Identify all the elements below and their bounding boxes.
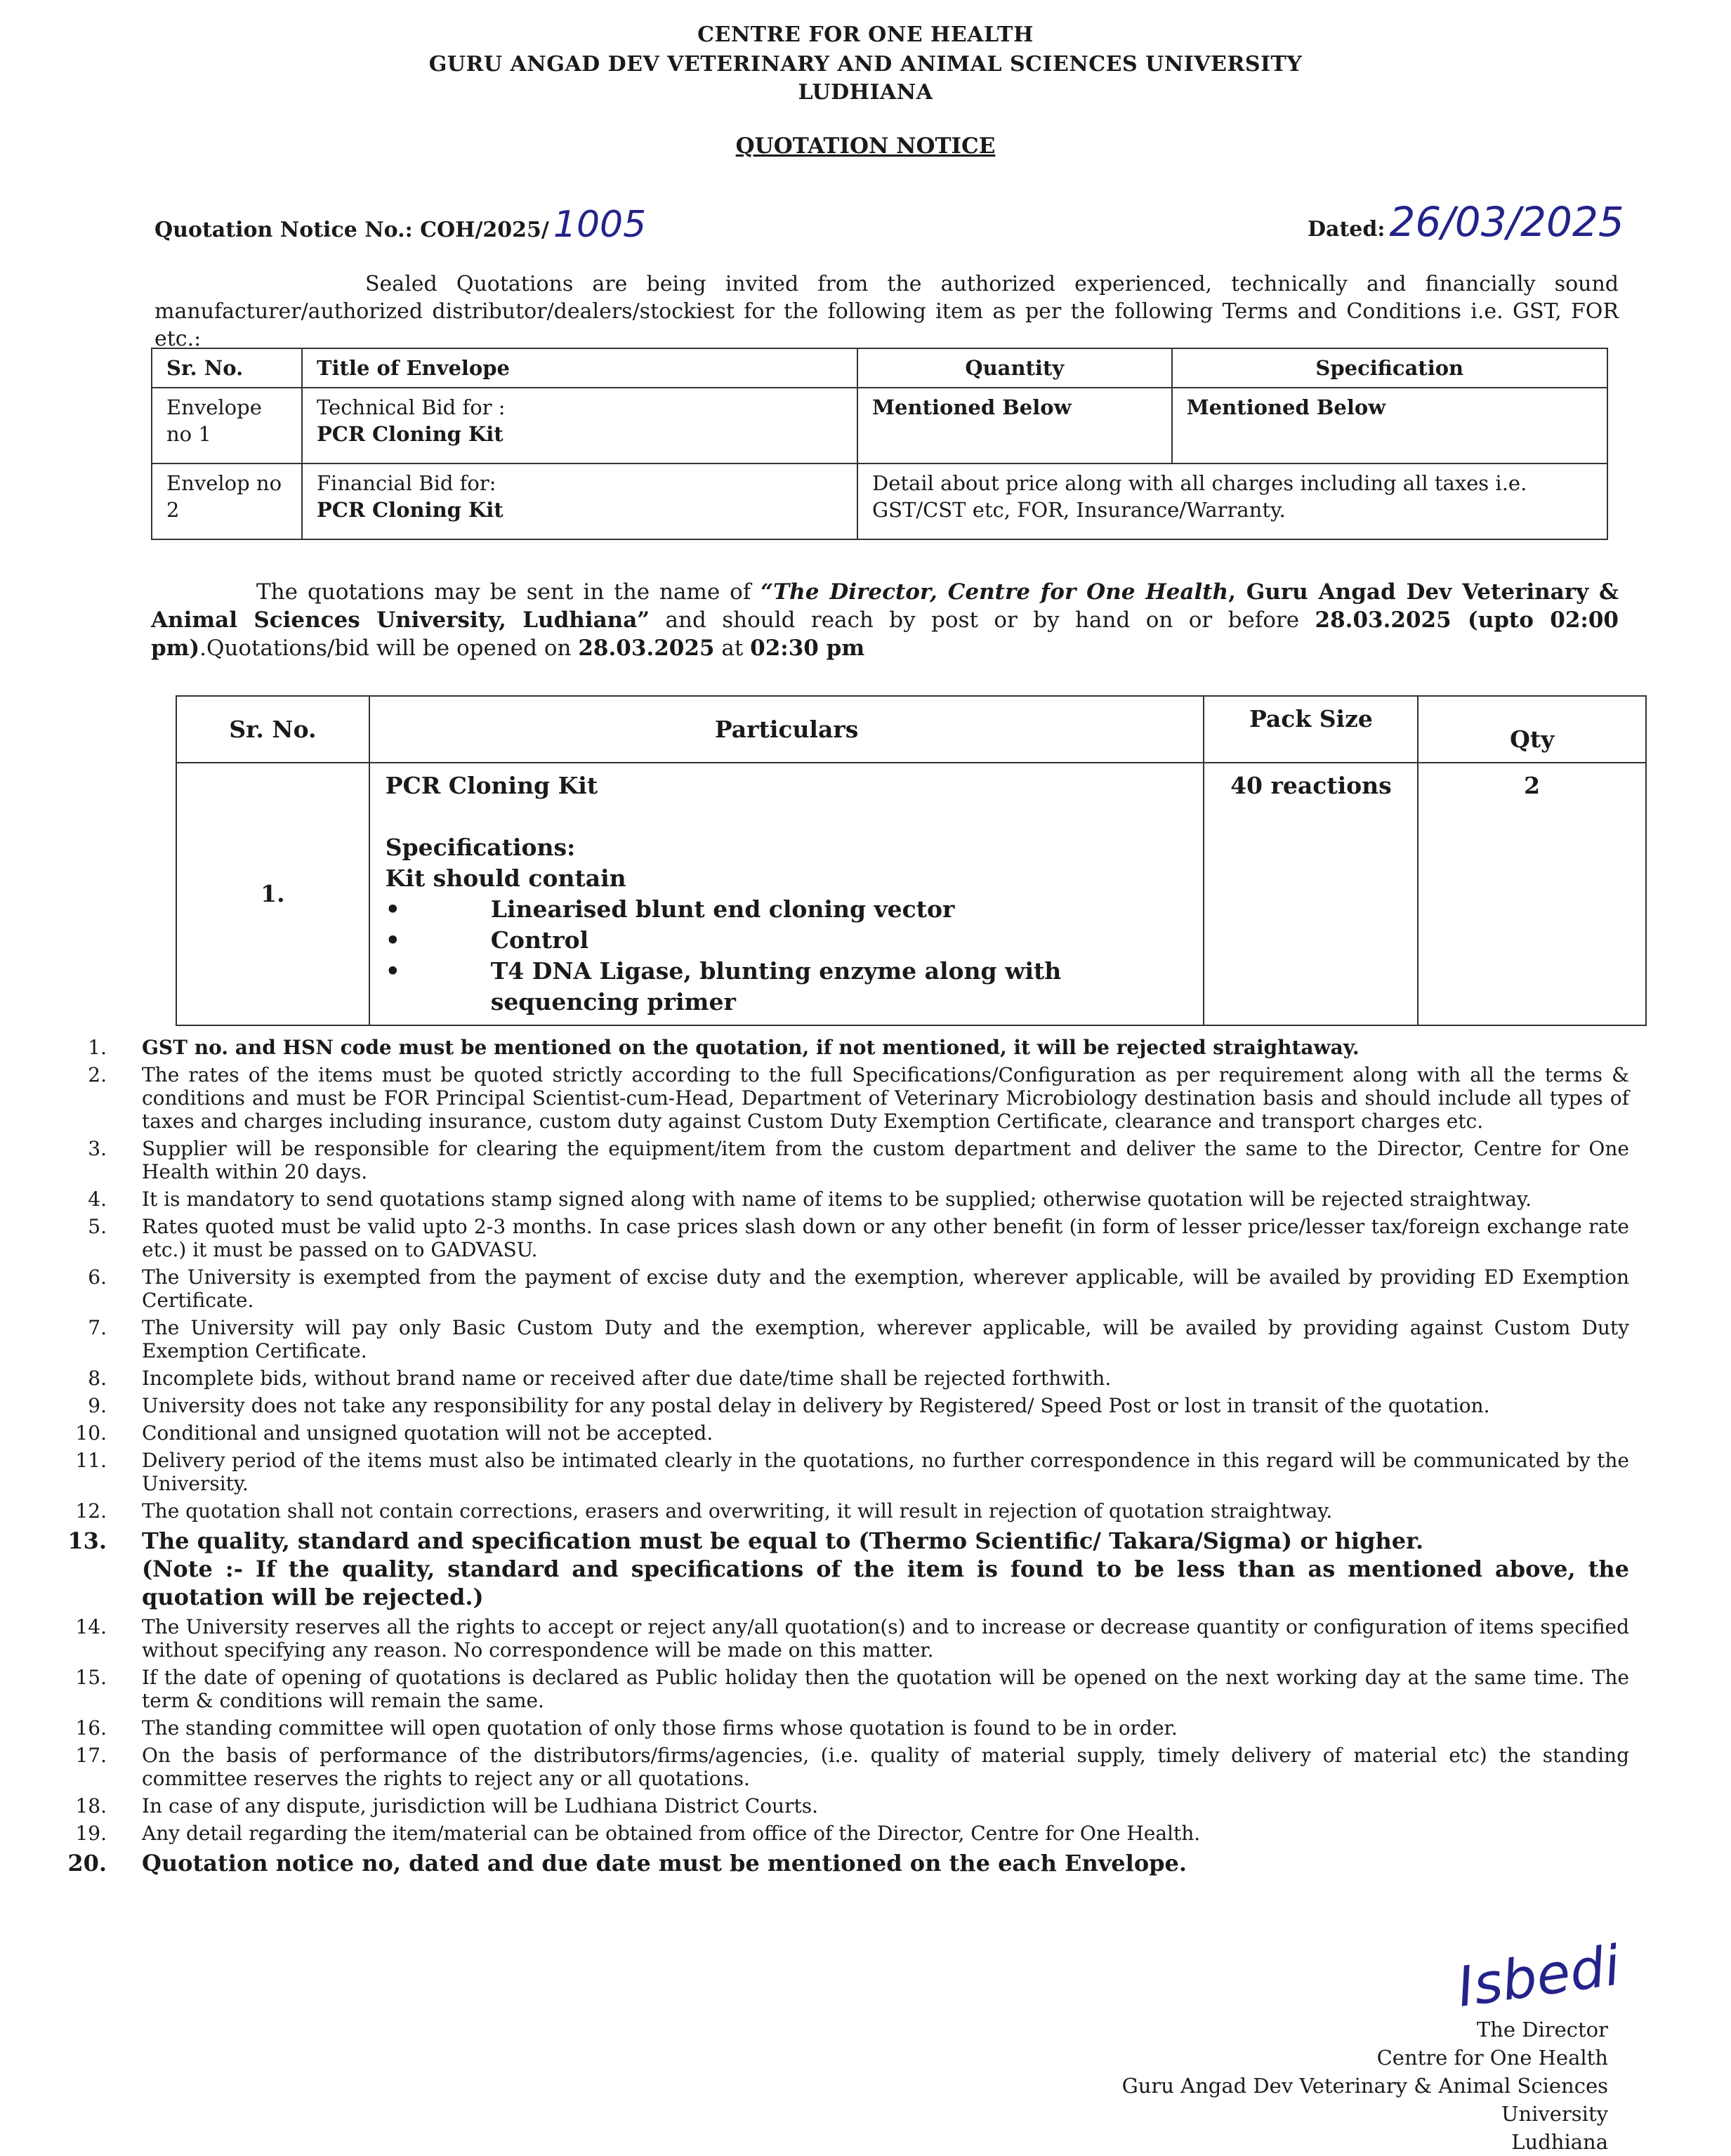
header-title: Title of Envelope	[302, 348, 857, 388]
envelope-2-title	[302, 464, 857, 539]
term-item: 14. The University reserves all the rights to accept or reject any/all quotation(s) and to increase or decrease quantity or configuration of items specified without specifying any reason. No correspondence will be made on this matter.	[75, 1615, 1629, 1662]
item-bullet-1: • Linearised blunt end cloning vector	[386, 894, 1188, 925]
envelope-1-title-line1: Technical Bid for :	[316, 395, 506, 419]
envelope-2-detail: Detail about price along with all charges including all taxes i.e. GST/CST etc, FOR, Insurance/Warranty.	[857, 464, 1607, 539]
notice-number	[154, 204, 646, 246]
bullet-icon: •	[385, 957, 400, 985]
envelope-1-quantity: Mentioned Below	[857, 388, 1172, 464]
notice-date	[1308, 198, 1624, 246]
term-item: 2. The rates of the items must be quoted strictly according to the full Specifications/Configuration as per requirement along with all the terms & conditions and must be FOR Principal Scientist-cum-Head, Department of Veterinary Microbiology destination basis and should include all types of taxes and charges including insurance, custom duty against Custom Duty Exemption Certificate, clearance and transport charges etc.	[88, 1063, 1629, 1133]
envelope-1-title-line2: PCR Cloning Kit	[316, 422, 503, 446]
bullet-icon: •	[385, 895, 400, 923]
header-sr-no: Sr. No.	[152, 348, 302, 388]
submission-university: , Guru Angad Dev Veterinary & Animal Sciences University, Ludhiana”	[151, 579, 1619, 633]
term-item: 3. Supplier will be responsible for clearing the equipment/item from the custom department and deliver the same to the Director, Centre for One Health within 20 days.	[88, 1137, 1629, 1183]
university-name: GURU ANGAD DEV VETERINARY AND ANIMAL SCIENCES UNIVERSITY	[428, 52, 1303, 77]
terms-list	[42, 1036, 1629, 1881]
signature-block	[1011, 2016, 1608, 2156]
bullet-icon: •	[385, 926, 400, 954]
header-specification: Specification	[1172, 348, 1607, 388]
envelope-row-1	[152, 388, 1607, 464]
item-sr: 1.	[176, 763, 369, 1025]
term-quality: The quality, standard and specification must be equal to (Thermo Scientific/ Takara/Sigma) or higher.	[142, 1527, 1424, 1554]
term-item: 17. On the basis of performance of the distributors/firms/agencies, (i.e. quality of material supply, timely delivery of material etc) the standing committee reserves the rights to reject any or all quotations.	[75, 1744, 1629, 1790]
signature-university: Guru Angad Dev Veterinary & Animal Sciences University	[1121, 2074, 1608, 2126]
item-table	[176, 695, 1647, 1026]
term-item: 4. It is mandatory to send quotations stamp signed along with name of items to be supplied; otherwise quotation will be rejected straightway.	[88, 1188, 1532, 1211]
notice-date-label: Dated:	[1308, 217, 1386, 242]
envelope-table-header	[152, 348, 1607, 388]
envelope-table	[151, 348, 1608, 540]
item-name: PCR Cloning Kit	[385, 772, 598, 799]
intro-paragraph: Sealed Quotations are being invited from the authorized experienced, technically and financially sound manufacturer/authorized distributor/dealers/stockiest for the following item as per the following Terms and Conditions i.e. GST, FOR etc.:	[154, 272, 1619, 351]
notice-title: QUOTATION NOTICE	[735, 133, 996, 159]
item-table-header	[176, 696, 1646, 763]
item-pack-size: 40 reactions	[1204, 763, 1418, 1025]
city-name: LUDHIANA	[798, 80, 933, 105]
term-item: 7. The University will pay only Basic Custom Duty and the exemption, wherever applicable, will be availed by providing against Custom Duty Exemption Certificate.	[88, 1316, 1629, 1362]
submission-addressee: “The Director, Centre for One Health	[761, 579, 1229, 605]
org-name: CENTRE FOR ONE HEALTH	[697, 22, 1034, 47]
envelope-1-sr: Envelope no 1	[152, 388, 302, 464]
term-item: 15. If the date of opening of quotations is declared as Public holiday then the quotation will be opened on the next working day at the same time. The term & conditions will remain the same.	[75, 1666, 1629, 1712]
item-particulars	[369, 763, 1204, 1025]
term-item: 13. The quality, standard and specification must be equal to (Thermo Scientific/ Takara/Sigma) or higher. (Note :- If the quality, standard and specifications of the item is found to be less than as mentioned above, the quotation will be rejected.)	[67, 1527, 1629, 1610]
envelope-row-2	[152, 464, 1607, 539]
item-spec-heading: Specifications:	[385, 834, 576, 861]
envelope-2-title-line2: PCR Cloning Kit	[316, 498, 503, 522]
item-bullet-2: • Control	[386, 925, 1188, 956]
item-spec-intro: Kit should contain	[385, 865, 626, 892]
signature-title: The Director	[1476, 2018, 1608, 2042]
submission-text-2: and should reach by post or by hand on or before	[650, 607, 1315, 633]
submission-open-date: 28.03.2025	[578, 636, 715, 661]
item-qty: 2	[1418, 763, 1646, 1025]
term-item: 20. Quotation notice no, dated and due date must be mentioned on the each Envelope.	[67, 1850, 1187, 1876]
term-quality-note: (Note :- If the quality, standard and specifications of the item is found to be less than as mentioned above, the quotation will be rejected.)	[142, 1556, 1629, 1610]
term-item: 10. Conditional and unsigned quotation will not be accepted.	[75, 1421, 713, 1445]
term-item: 5. Rates quoted must be valid upto 2-3 months. In case prices slash down or any other benefit (in form of lesser price/lesser tax/foreign exchange rate etc.) it must be passed on to GADVASU.	[88, 1215, 1629, 1261]
notice-date-handwritten: 26/03/2025	[1389, 198, 1624, 246]
envelope-2-title-line1: Financial Bid for:	[316, 471, 496, 495]
submission-text-1: The quotations may be sent in the name of	[256, 579, 761, 605]
signature-city: Ludhiana	[1511, 2130, 1608, 2154]
header-quantity: Quantity	[857, 348, 1172, 388]
signature-centre: Centre for One Health	[1376, 2046, 1608, 2070]
notice-number-label: Quotation Notice No.: COH/2025/	[154, 218, 549, 242]
submission-paragraph	[151, 578, 1619, 662]
term-item: 9. University does not take any responsibility for any postal delay in delivery by Registered/ Speed Post or lost in transit of the quotation.	[88, 1394, 1490, 1417]
term-item: 16. The standing committee will open quotation of only those firms whose quotation is found to be in order.	[75, 1716, 1178, 1740]
term-item: 12. The quotation shall not contain corrections, erasers and overwriting, it will result in rejection of quotation straightway.	[75, 1499, 1333, 1523]
item-row	[176, 763, 1646, 1025]
term-item: 1. GST no. and HSN code must be mentioned on the quotation, if not mentioned, it will be rejected straightaway.	[88, 1036, 1360, 1059]
term-item: 6. The University is exempted from the payment of excise duty and the exemption, wherever applicable, will be availed by providing ED Exemption Certificate.	[88, 1266, 1629, 1312]
item-header-pack-size: Pack Size	[1204, 696, 1418, 763]
envelope-2-sr: Envelop no 2	[152, 464, 302, 539]
envelope-1-title	[302, 388, 857, 464]
item-header-particulars: Particulars	[369, 696, 1204, 763]
director-signature: Isbedi	[1453, 1934, 1624, 2020]
item-bullet-3: • T4 DNA Ligase, blunting enzyme along with sequencing primer	[386, 956, 1188, 1018]
term-item: 8. Incomplete bids, without brand name or received after due date/time shall be rejected forthwith.	[88, 1367, 1112, 1390]
item-header-sr: Sr. No.	[176, 696, 369, 763]
term-item: 19. Any detail regarding the item/material can be obtained from office of the Director, Centre for One Health.	[75, 1822, 1201, 1845]
submission-text-3: .Quotations/bid will be opened on	[199, 636, 579, 661]
submission-due-date: 28.03.2025 (upto 02:00 pm)	[151, 607, 1619, 661]
notice-number-handwritten: 1005	[553, 204, 647, 246]
term-item: 18. In case of any dispute, jurisdiction will be Ludhiana District Courts.	[75, 1794, 818, 1818]
item-header-qty: Qty	[1418, 696, 1646, 763]
term-item: 11. Delivery period of the items must also be intimated clearly in the quotations, no further correspondence in this regard will be communicated by the University.	[75, 1449, 1629, 1495]
submission-text-4: at	[714, 636, 751, 661]
submission-open-time: 02:30 pm	[750, 636, 865, 661]
envelope-1-specification: Mentioned Below	[1172, 388, 1607, 464]
